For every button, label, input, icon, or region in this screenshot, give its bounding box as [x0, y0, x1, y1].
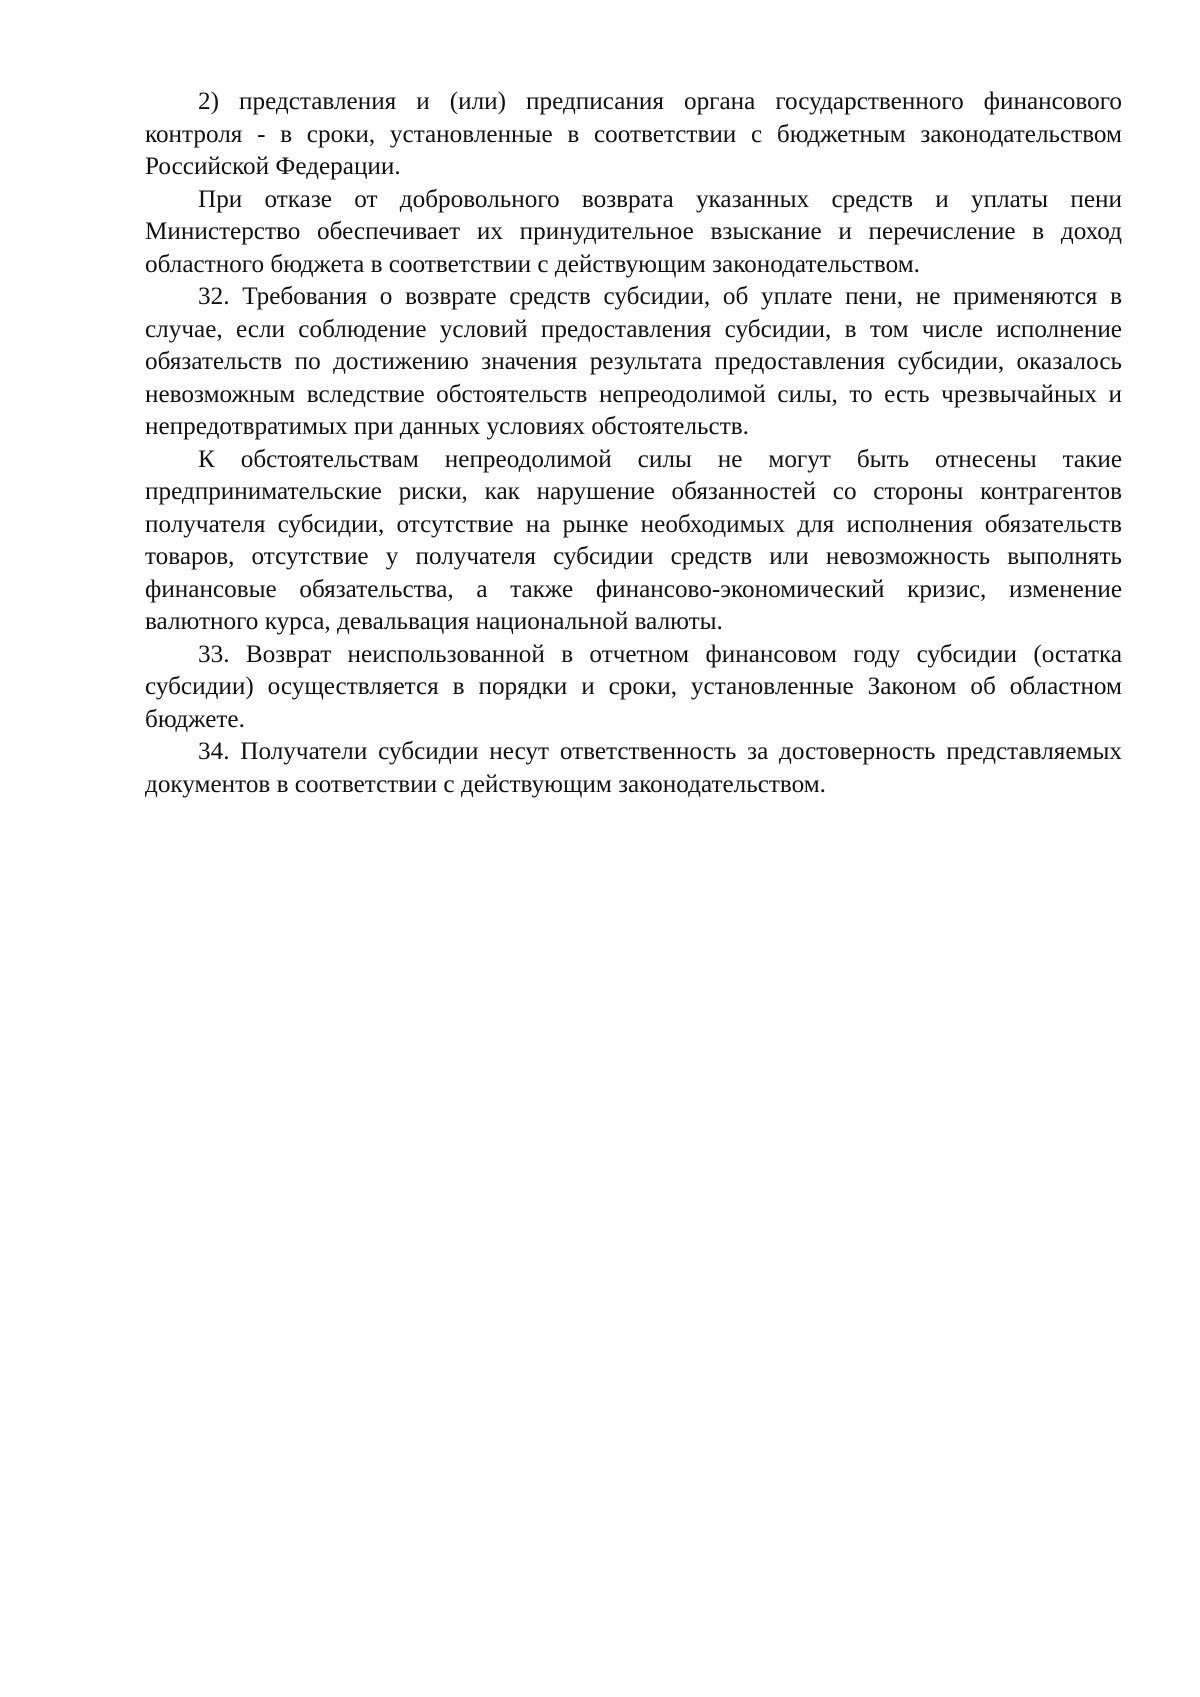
paragraph-business-risks: К обстоятельствам непреодолимой силы не могут быть отнесены такие предпринимательские риски, как нарушение обязанностей со стороны контрагентов получателя субсидии, отсутствие на рынке необходимых для исполнения обязательств товаров, отсутствие у получателя субсидии средств или невозможность выполнять финансовые обязательства, а также финансово-экономический кризис, изменение валютного курса, девальвация национальной валюты. [145, 445, 1122, 635]
paragraph-refusal-enforcement: При отказе от добровольного возврата указанных средств и уплаты пени Министерство обеспечивает их принудительное взыскание и перечисление в доход областного бюджета в соответствии с действующим законодательством. [145, 185, 1122, 278]
paragraph-item-2-clause: 2) представления и (или) предписания органа государственного финансового контроля - в сроки, установленные в соответствии с бюджетным законодательством Российской Федерации. [145, 88, 1122, 180]
paragraph-34-responsibility: 34. Получатели субсидии несут ответственность за достоверность представляемых документов в соответствии с действующим законодательством. [145, 738, 1122, 798]
paragraph-33-unused-subsidy: 33. Возврат неиспользованной в отчетном финансовом году субсидии (остатка субсидии) осуществляется в порядки и сроки, установленные Законом об областном бюджете. [145, 640, 1122, 733]
paragraph-32-force-majeure: 32. Требования о возврате средств субсидии, об уплате пени, не применяются в случае, если соблюдение условий предоставления субсидии, в том числе исполнение обязательств по достижению значения результата предоставления субсидии, оказалось невозможным вследствие обстоятельств непреодолимой силы, то есть чрезвычайных и непредотвратимых при данных условиях обстоятельств. [145, 283, 1122, 440]
document-page [145, 86, 1122, 801]
